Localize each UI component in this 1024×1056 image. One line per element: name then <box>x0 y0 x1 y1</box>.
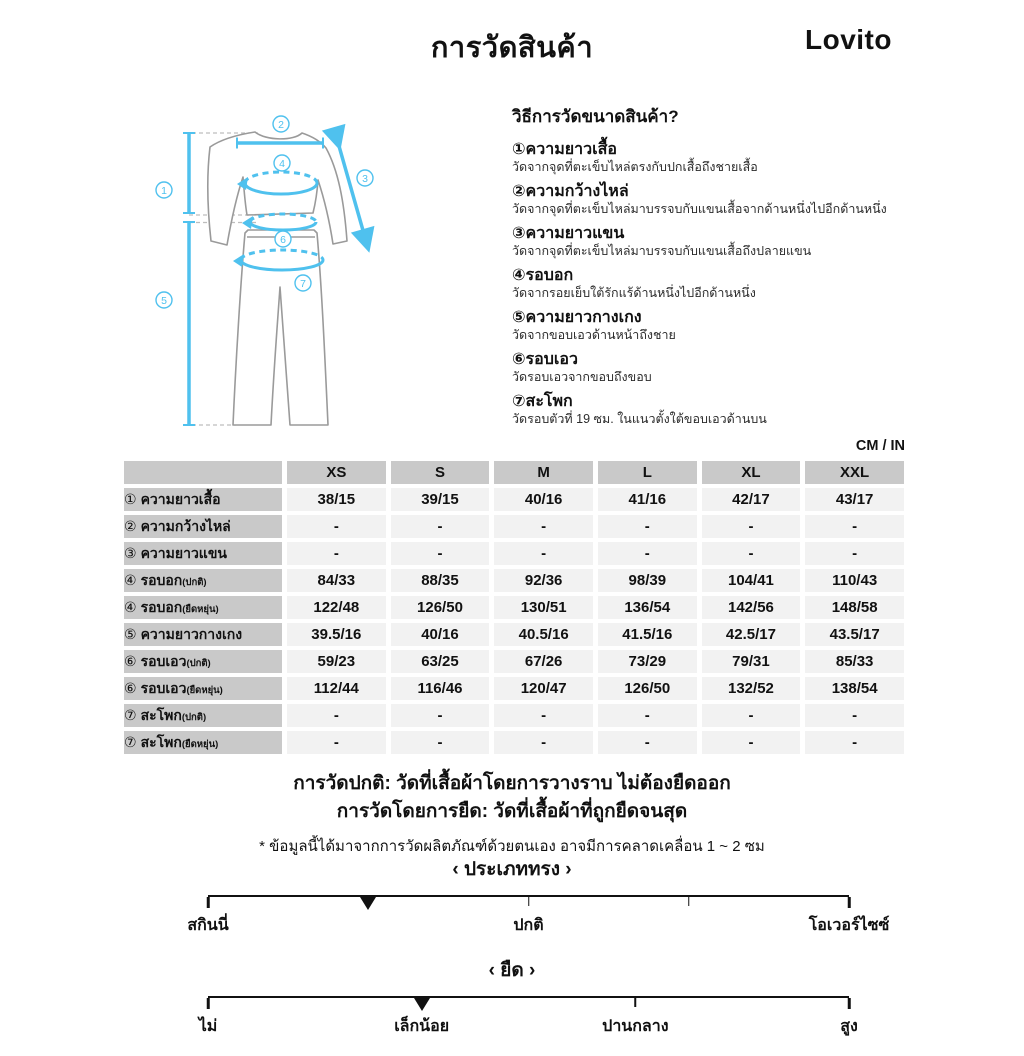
size-value-cell: 43/17 <box>805 488 904 511</box>
size-value-cell: 42/17 <box>702 488 801 511</box>
scale-tick <box>207 897 210 908</box>
marker-5-icon <box>156 292 172 308</box>
scale-label: โอเวอร์ไซซ์ <box>808 917 890 934</box>
scale-marker-icon <box>414 998 430 1011</box>
instruction-desc: วัดจากขอบเอวด้านหน้าถึงชาย <box>512 328 676 342</box>
size-value-cell: 67/26 <box>494 650 593 673</box>
row-number: ④ <box>124 571 137 588</box>
marker-4-icon <box>274 155 290 171</box>
size-table-row <box>124 488 904 511</box>
row-number: ⑤ <box>124 625 137 642</box>
size-value-cell: - <box>494 542 593 565</box>
size-table-row <box>124 677 904 700</box>
note-disclaimer: * ข้อมูลนี้ได้มาจากการวัดผลิตภัณฑ์ด้วยตนเอง อาจมีการคลาดเคลื่อน 1 ~ 2 ซม <box>259 838 765 855</box>
row-number: ⑥ <box>124 679 137 696</box>
size-value-cell: 40/16 <box>494 488 593 511</box>
scale-label: ไม่ <box>198 1018 218 1035</box>
row-label: ⑤ ความยาวกางเกง <box>124 623 282 646</box>
row-label: ⑦ สะโพก(ปกติ) <box>124 704 282 727</box>
size-value-cell: 126/50 <box>598 677 697 700</box>
measure-instruction-item <box>512 350 922 386</box>
size-value-cell: 112/44 <box>287 677 386 700</box>
size-value-cell: 136/54 <box>598 596 697 619</box>
scale-tick <box>635 998 637 1007</box>
size-table-row <box>124 731 904 754</box>
measurement-notes <box>0 770 1024 858</box>
size-value-cell: 138/54 <box>805 677 904 700</box>
svg-text:2: 2 <box>278 118 284 131</box>
row-sublabel: (ยืดหยุ่น) <box>181 738 219 750</box>
size-value-cell: - <box>702 704 801 727</box>
scale-label: ปกติ <box>513 917 544 934</box>
measure-instruction-item <box>512 266 922 302</box>
measure-instruction-item <box>512 224 922 260</box>
size-value-cell: - <box>391 704 490 727</box>
size-value-cell: - <box>805 731 904 754</box>
attribute-scale <box>0 955 1024 1040</box>
top-outline <box>208 132 347 245</box>
size-value-cell: 98/39 <box>598 569 697 592</box>
size-value-cell: - <box>494 731 593 754</box>
attribute-scales <box>0 854 1024 1056</box>
row-sublabel: (ปกติ) <box>181 711 207 723</box>
marker-3-icon <box>357 170 373 186</box>
row-label: ② ความกว้างไหล่ <box>124 515 282 538</box>
size-value-cell: - <box>287 515 386 538</box>
size-table-section <box>119 457 909 758</box>
size-value-cell: 39.5/16 <box>287 623 386 646</box>
scale-tick <box>848 998 851 1009</box>
instruction-title: ⑦สะโพก <box>512 393 573 410</box>
size-table-row <box>124 650 904 673</box>
instruction-title: ①ความยาวเสื้อ <box>512 141 617 158</box>
size-table-row <box>124 596 904 619</box>
svg-text:3: 3 <box>362 172 368 185</box>
scale-label: เล็กน้อย <box>394 1018 450 1035</box>
row-number: ② <box>124 517 137 534</box>
scale-labels <box>187 913 890 939</box>
instruction-title: ⑤ความยาวกางเกง <box>512 309 642 326</box>
size-value-cell: 120/47 <box>494 677 593 700</box>
row-sublabel: (ปกติ) <box>182 576 207 588</box>
size-value-cell: 79/31 <box>702 650 801 673</box>
scale-tick <box>528 897 530 906</box>
size-value-cell: 63/25 <box>391 650 490 673</box>
garment-outline <box>208 132 347 425</box>
svg-text:7: 7 <box>300 277 306 290</box>
measure-instruction-item <box>512 308 922 344</box>
size-table-corner-cell <box>124 461 282 484</box>
row-label: ⑥ รอบเอว(ยืดหยุ่น) <box>124 677 282 700</box>
attribute-scale <box>0 854 1024 939</box>
row-number: ⑦ <box>124 706 137 723</box>
size-value-cell: - <box>391 542 490 565</box>
size-table-row <box>124 515 904 538</box>
instruction-title: ④รอบอก <box>512 267 574 284</box>
size-value-cell: 59/23 <box>287 650 386 673</box>
size-value-cell: 110/43 <box>805 569 904 592</box>
size-value-cell: 43.5/17 <box>805 623 904 646</box>
size-value-cell: 132/52 <box>702 677 801 700</box>
svg-text:1: 1 <box>161 184 167 197</box>
scale-label: สกินนี่ <box>187 917 229 934</box>
instruction-desc: วัดรอบเอวจากขอบถึงขอบ <box>512 370 652 384</box>
size-value-cell: - <box>391 731 490 754</box>
row-label: ① ความยาวเสื้อ <box>124 488 282 511</box>
size-column-header: M <box>494 461 593 484</box>
size-value-cell: 39/15 <box>391 488 490 511</box>
instruction-title: ③ความยาวแขน <box>512 225 625 242</box>
size-value-cell: 116/46 <box>391 677 490 700</box>
size-column-header: XS <box>287 461 386 484</box>
size-value-cell: - <box>598 704 697 727</box>
scale-tick <box>848 897 851 908</box>
scale-label: สูง <box>840 1018 858 1035</box>
marker-6-icon <box>275 231 291 247</box>
row-sublabel: (ยืดหยุ่น) <box>182 603 219 615</box>
size-column-header: S <box>391 461 490 484</box>
size-value-cell: 148/58 <box>805 596 904 619</box>
row-number: ⑥ <box>124 652 137 669</box>
scale-labels <box>198 1014 858 1040</box>
size-column-header: L <box>598 461 697 484</box>
pants-outline <box>233 230 328 425</box>
size-value-cell: - <box>598 515 697 538</box>
instructions-list <box>512 140 922 428</box>
size-value-cell: - <box>494 515 593 538</box>
size-value-cell: 38/15 <box>287 488 386 511</box>
size-table-body <box>124 488 904 754</box>
size-value-cell: 92/36 <box>494 569 593 592</box>
instruction-desc: วัดจากรอยเย็บใต้รักแร้ด้านหนึ่งไปอีกด้านหนึ่ง <box>512 286 756 300</box>
svg-text:5: 5 <box>161 294 167 307</box>
row-sublabel: (ปกติ) <box>186 657 211 669</box>
size-value-cell: - <box>287 542 386 565</box>
instruction-title: ⑥รอบเอว <box>512 351 578 368</box>
measure-instruction-item <box>512 182 922 218</box>
size-value-cell: - <box>805 542 904 565</box>
row-number: ① <box>124 490 137 507</box>
instruction-desc: วัดจากจุดที่ตะเข็บไหล่มาบรรจบกับแขนเสื้อถึงปลายแขน <box>512 244 812 258</box>
note-stretch-measure: การวัดโดยการยืด: วัดที่เสื้อผ้าที่ถูกยืดจนสุด <box>336 801 688 822</box>
size-value-cell: - <box>805 704 904 727</box>
row-number: ⑦ <box>124 733 137 750</box>
size-value-cell: 41.5/16 <box>598 623 697 646</box>
size-value-cell: 122/48 <box>287 596 386 619</box>
scale-tick <box>207 998 210 1009</box>
row-label: ⑦ สะโพก(ยืดหยุ่น) <box>124 731 282 754</box>
svg-text:6: 6 <box>280 233 286 246</box>
size-value-cell: 40/16 <box>391 623 490 646</box>
scale-title: ‹ ประเภททรง › <box>452 859 572 880</box>
size-value-cell: - <box>598 731 697 754</box>
scale-marker-icon <box>360 897 376 910</box>
brand-logo: Lovito <box>805 24 892 55</box>
size-table-row <box>124 704 904 727</box>
svg-text:4: 4 <box>279 157 285 170</box>
scale-tick <box>688 897 690 906</box>
size-value-cell: - <box>287 704 386 727</box>
size-value-cell: - <box>702 515 801 538</box>
marker-1-icon <box>156 182 172 198</box>
size-value-cell: 126/50 <box>391 596 490 619</box>
row-label: ④ รอบอก(ยืดหยุ่น) <box>124 596 282 619</box>
measure-instruction-item <box>512 392 922 428</box>
page-title: การวัดสินค้า <box>430 32 594 64</box>
row-label: ④ รอบอก(ปกติ) <box>124 569 282 592</box>
size-value-cell: 42.5/17 <box>702 623 801 646</box>
size-value-cell: - <box>702 542 801 565</box>
size-value-cell: 84/33 <box>287 569 386 592</box>
size-value-cell: 130/51 <box>494 596 593 619</box>
scale-line <box>208 996 849 1010</box>
size-value-cell: 40.5/16 <box>494 623 593 646</box>
scale-line <box>208 895 849 909</box>
size-column-header: XL <box>702 461 801 484</box>
size-value-cell: - <box>391 515 490 538</box>
row-label: ⑥ รอบเอว(ปกติ) <box>124 650 282 673</box>
instruction-title: ②ความกว้างไหล่ <box>512 183 629 200</box>
size-value-cell: - <box>702 731 801 754</box>
size-value-cell: - <box>494 704 593 727</box>
size-value-cell: 41/16 <box>598 488 697 511</box>
scale-title: ‹ ยืด › <box>488 960 536 981</box>
row-number: ③ <box>124 544 137 561</box>
row-label: ③ ความยาวแขน <box>124 542 282 565</box>
instructions-heading: วิธีการวัดขนาดสินค้า? <box>512 107 679 126</box>
size-table-row <box>124 569 904 592</box>
note-flat-measure: การวัดปกติ: วัดที่เสื้อผ้าโดยการวางราบ ไม่ต้องยืดออก <box>293 773 731 794</box>
size-value-cell: 88/35 <box>391 569 490 592</box>
instruction-desc: วัดจากจุดที่ตะเข็บไหล่ตรงกับปกเสื้อถึงชายเสื้อ <box>512 160 758 174</box>
instruction-desc: วัดจากจุดที่ตะเข็บไหล่มาบรรจบกับแขนเสื้อจากด้านหนึ่งไปอีกด้านหนึ่ง <box>512 202 887 216</box>
marker-7-icon <box>295 275 311 291</box>
size-table-row <box>124 542 904 565</box>
size-value-cell: 104/41 <box>702 569 801 592</box>
size-table <box>119 457 909 758</box>
size-value-cell: 142/56 <box>702 596 801 619</box>
garment-measurement-diagram <box>130 100 510 440</box>
marker-2-icon <box>273 116 289 132</box>
measure-instruction-item <box>512 140 922 176</box>
measurement-instructions <box>512 103 922 434</box>
size-value-cell: - <box>805 515 904 538</box>
size-value-cell: 73/29 <box>598 650 697 673</box>
size-value-cell: - <box>598 542 697 565</box>
row-sublabel: (ยืดหยุ่น) <box>186 684 223 696</box>
size-value-cell: - <box>287 731 386 754</box>
size-column-header: XXL <box>805 461 904 484</box>
size-value-cell: 85/33 <box>805 650 904 673</box>
size-table-row <box>124 623 904 646</box>
instruction-desc: วัดรอบตัวที่ 19 ซม. ในแนวตั้งใต้ขอบเอวด้านบน <box>512 412 767 426</box>
scale-label: ปานกลาง <box>602 1018 669 1035</box>
row-number: ④ <box>124 598 137 615</box>
size-table-header-row <box>124 461 904 484</box>
unit-label: CM / IN <box>855 438 905 454</box>
